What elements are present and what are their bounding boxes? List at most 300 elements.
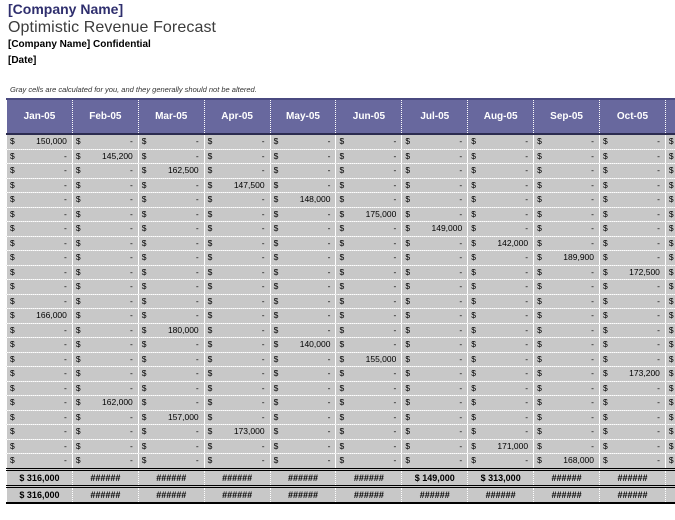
revenue-cell[interactable] bbox=[336, 454, 402, 470]
revenue-cell[interactable] bbox=[600, 352, 666, 367]
currency-symbol: $ bbox=[668, 324, 674, 335]
revenue-cell[interactable] bbox=[72, 164, 138, 179]
revenue-cell[interactable] bbox=[336, 352, 402, 367]
revenue-cell[interactable] bbox=[138, 280, 204, 295]
revenue-cell[interactable] bbox=[7, 207, 73, 222]
revenue-cell[interactable] bbox=[468, 294, 534, 309]
total-cell[interactable]: ###### bbox=[138, 469, 204, 486]
revenue-cell[interactable] bbox=[7, 265, 73, 280]
month-header[interactable]: Jul-05 bbox=[402, 99, 468, 134]
revenue-cell[interactable] bbox=[138, 265, 204, 280]
revenue-value: - bbox=[327, 397, 331, 407]
revenue-cell[interactable] bbox=[138, 454, 204, 470]
month-header[interactable]: Jan-05 bbox=[7, 99, 73, 134]
revenue-cell[interactable] bbox=[72, 410, 138, 425]
revenue-cell[interactable] bbox=[270, 164, 336, 179]
revenue-cell[interactable] bbox=[534, 367, 600, 382]
revenue-cell[interactable] bbox=[534, 134, 600, 149]
total-cell[interactable]: ###### bbox=[402, 486, 468, 503]
total-cell[interactable]: ###### bbox=[204, 469, 270, 486]
revenue-cell[interactable] bbox=[138, 294, 204, 309]
revenue-cell[interactable] bbox=[402, 425, 468, 440]
revenue-cell[interactable] bbox=[138, 352, 204, 367]
revenue-cell[interactable] bbox=[204, 236, 270, 251]
revenue-cell[interactable] bbox=[204, 410, 270, 425]
revenue-cell[interactable] bbox=[534, 439, 600, 454]
revenue-cell[interactable] bbox=[138, 367, 204, 382]
revenue-cell[interactable] bbox=[336, 207, 402, 222]
revenue-cell[interactable] bbox=[468, 367, 534, 382]
grand-totals-row bbox=[7, 486, 675, 503]
revenue-cell[interactable] bbox=[468, 207, 534, 222]
currency-symbol: $ bbox=[537, 136, 542, 146]
total-cell[interactable]: ###### bbox=[72, 486, 138, 503]
revenue-cell[interactable] bbox=[204, 193, 270, 208]
revenue-cell[interactable] bbox=[138, 178, 204, 193]
revenue-cell[interactable] bbox=[204, 134, 270, 149]
revenue-cell[interactable] bbox=[402, 251, 468, 266]
revenue-cell[interactable] bbox=[270, 236, 336, 251]
revenue-cell[interactable] bbox=[534, 149, 600, 164]
revenue-cell[interactable] bbox=[270, 265, 336, 280]
revenue-cell[interactable] bbox=[270, 352, 336, 367]
revenue-cell[interactable] bbox=[534, 323, 600, 338]
revenue-cell[interactable] bbox=[72, 178, 138, 193]
revenue-cell[interactable] bbox=[7, 367, 73, 382]
revenue-cell[interactable] bbox=[270, 207, 336, 222]
revenue-cell[interactable] bbox=[468, 193, 534, 208]
revenue-cell[interactable] bbox=[534, 236, 600, 251]
revenue-cell[interactable] bbox=[270, 381, 336, 396]
total-cell[interactable]: $ 316,000 bbox=[7, 486, 73, 503]
revenue-cell[interactable] bbox=[534, 454, 600, 470]
revenue-cell[interactable] bbox=[534, 222, 600, 237]
currency-symbol: $ bbox=[207, 136, 213, 146]
revenue-cell[interactable] bbox=[600, 454, 666, 470]
currency-symbol: $ bbox=[10, 252, 15, 262]
currency-symbol: $ bbox=[405, 397, 411, 407]
revenue-cell[interactable] bbox=[336, 280, 402, 295]
revenue-cell[interactable] bbox=[72, 207, 138, 222]
revenue-cell[interactable] bbox=[204, 207, 270, 222]
revenue-value: - bbox=[327, 368, 331, 378]
revenue-cell[interactable] bbox=[7, 280, 73, 295]
revenue-cell[interactable] bbox=[204, 309, 270, 324]
revenue-cell[interactable] bbox=[204, 280, 270, 295]
revenue-cell[interactable] bbox=[72, 294, 138, 309]
revenue-cell[interactable] bbox=[402, 410, 468, 425]
total-cell[interactable]: ###### bbox=[336, 469, 402, 486]
revenue-cell[interactable] bbox=[270, 280, 336, 295]
revenue-cell[interactable] bbox=[138, 236, 204, 251]
currency-symbol: $ bbox=[405, 339, 411, 349]
revenue-cell[interactable] bbox=[270, 149, 336, 164]
revenue-cell[interactable] bbox=[402, 236, 468, 251]
revenue-value: - bbox=[327, 136, 331, 146]
revenue-cell[interactable] bbox=[468, 309, 534, 324]
revenue-cell[interactable] bbox=[72, 381, 138, 396]
revenue-cell[interactable] bbox=[534, 251, 600, 266]
revenue-cell[interactable] bbox=[534, 164, 600, 179]
revenue-cell[interactable] bbox=[138, 323, 204, 338]
revenue-cell[interactable] bbox=[7, 178, 73, 193]
currency-symbol: $ bbox=[603, 252, 608, 262]
revenue-cell[interactable] bbox=[336, 323, 402, 338]
revenue-cell[interactable] bbox=[468, 381, 534, 396]
revenue-cell[interactable] bbox=[204, 222, 270, 237]
revenue-cell[interactable] bbox=[336, 222, 402, 237]
revenue-cell[interactable] bbox=[336, 178, 402, 193]
revenue-cell[interactable] bbox=[534, 381, 600, 396]
month-header[interactable]: Aug-05 bbox=[468, 99, 534, 134]
revenue-cell[interactable] bbox=[7, 323, 73, 338]
revenue-cell[interactable] bbox=[336, 439, 402, 454]
revenue-cell[interactable] bbox=[7, 294, 73, 309]
revenue-value: 166,000 bbox=[36, 310, 67, 320]
total-cell[interactable]: $ 313,000 bbox=[468, 469, 534, 486]
revenue-cell[interactable] bbox=[336, 367, 402, 382]
revenue-cell[interactable] bbox=[7, 338, 73, 353]
revenue-cell[interactable] bbox=[270, 439, 336, 454]
revenue-cell[interactable] bbox=[402, 309, 468, 324]
revenue-cell[interactable] bbox=[7, 134, 73, 149]
revenue-cell[interactable] bbox=[204, 164, 270, 179]
revenue-cell[interactable] bbox=[138, 207, 204, 222]
revenue-cell[interactable] bbox=[402, 323, 468, 338]
revenue-cell[interactable] bbox=[204, 265, 270, 280]
revenue-value: - bbox=[657, 208, 660, 219]
revenue-cell[interactable] bbox=[600, 178, 666, 193]
revenue-cell[interactable] bbox=[402, 381, 468, 396]
revenue-cell[interactable] bbox=[468, 338, 534, 353]
month-header[interactable]: Sep-05 bbox=[534, 99, 600, 134]
revenue-value: - bbox=[327, 179, 331, 190]
revenue-cell[interactable] bbox=[600, 294, 666, 309]
revenue-cell[interactable] bbox=[138, 439, 204, 454]
total-cell[interactable]: ###### bbox=[270, 469, 336, 486]
revenue-cell[interactable] bbox=[270, 193, 336, 208]
revenue-cell[interactable] bbox=[7, 236, 73, 251]
revenue-cell[interactable] bbox=[402, 149, 468, 164]
total-cell[interactable]: ###### bbox=[138, 486, 204, 503]
revenue-cell[interactable] bbox=[468, 439, 534, 454]
month-header[interactable]: May-05 bbox=[270, 99, 336, 134]
revenue-cell[interactable] bbox=[600, 280, 666, 295]
revenue-cell[interactable] bbox=[402, 207, 468, 222]
currency-symbol: $ bbox=[668, 223, 674, 233]
revenue-cell[interactable] bbox=[402, 439, 468, 454]
total-cell[interactable]: $ 149,000 bbox=[402, 469, 468, 486]
revenue-value: - bbox=[393, 223, 397, 233]
revenue-cell[interactable] bbox=[72, 265, 138, 280]
revenue-value: 180,000 bbox=[167, 324, 199, 335]
revenue-cell[interactable] bbox=[402, 164, 468, 179]
revenue-cell[interactable] bbox=[138, 396, 204, 411]
revenue-cell[interactable] bbox=[534, 396, 600, 411]
revenue-cell[interactable] bbox=[336, 134, 402, 149]
revenue-cell[interactable] bbox=[600, 236, 666, 251]
revenue-cell[interactable] bbox=[7, 164, 73, 179]
total-cell[interactable]: ###### bbox=[468, 486, 534, 503]
revenue-cell[interactable] bbox=[72, 425, 138, 440]
currency-symbol: $ bbox=[75, 208, 81, 219]
revenue-cell[interactable] bbox=[138, 193, 204, 208]
revenue-cell[interactable] bbox=[270, 338, 336, 353]
revenue-cell[interactable] bbox=[336, 294, 402, 309]
revenue-cell[interactable] bbox=[270, 425, 336, 440]
revenue-cell[interactable] bbox=[534, 280, 600, 295]
revenue-cell[interactable] bbox=[402, 338, 468, 353]
currency-symbol: $ bbox=[471, 411, 476, 422]
revenue-cell[interactable] bbox=[468, 164, 534, 179]
revenue-cell[interactable] bbox=[270, 222, 336, 237]
revenue-cell[interactable] bbox=[270, 323, 336, 338]
revenue-cell[interactable] bbox=[468, 149, 534, 164]
total-cell[interactable]: ###### bbox=[534, 469, 600, 486]
month-header[interactable]: Oct-05 bbox=[600, 99, 666, 134]
revenue-cell[interactable] bbox=[600, 367, 666, 382]
total-cell[interactable]: $ 316,000 bbox=[7, 469, 73, 486]
revenue-cell[interactable] bbox=[270, 396, 336, 411]
revenue-cell[interactable] bbox=[72, 236, 138, 251]
revenue-cell[interactable] bbox=[7, 251, 73, 266]
revenue-cell[interactable] bbox=[336, 149, 402, 164]
revenue-cell[interactable] bbox=[7, 309, 73, 324]
revenue-cell[interactable] bbox=[138, 251, 204, 266]
revenue-cell[interactable] bbox=[138, 338, 204, 353]
revenue-cell[interactable] bbox=[204, 149, 270, 164]
revenue-cell[interactable] bbox=[72, 352, 138, 367]
revenue-cell[interactable] bbox=[534, 352, 600, 367]
currency-symbol: $ bbox=[75, 324, 81, 335]
currency-symbol: $ bbox=[339, 179, 345, 190]
revenue-cell[interactable] bbox=[72, 149, 138, 164]
revenue-cell[interactable] bbox=[72, 309, 138, 324]
revenue-cell[interactable] bbox=[336, 425, 402, 440]
revenue-cell[interactable] bbox=[204, 439, 270, 454]
revenue-cell[interactable] bbox=[402, 294, 468, 309]
revenue-cell[interactable] bbox=[72, 323, 138, 338]
revenue-cell[interactable] bbox=[7, 439, 73, 454]
currency-symbol: $ bbox=[405, 411, 411, 422]
revenue-cell[interactable] bbox=[138, 381, 204, 396]
revenue-cell[interactable] bbox=[468, 236, 534, 251]
currency-symbol: $ bbox=[141, 237, 147, 248]
revenue-cell[interactable] bbox=[204, 352, 270, 367]
revenue-cell[interactable] bbox=[72, 222, 138, 237]
revenue-cell[interactable] bbox=[468, 352, 534, 367]
revenue-cell[interactable] bbox=[468, 251, 534, 266]
revenue-cell[interactable] bbox=[336, 164, 402, 179]
revenue-cell[interactable] bbox=[402, 178, 468, 193]
revenue-cell[interactable] bbox=[204, 251, 270, 266]
revenue-cell[interactable] bbox=[72, 280, 138, 295]
revenue-cell[interactable] bbox=[534, 309, 600, 324]
total-cell[interactable]: ###### bbox=[204, 486, 270, 503]
revenue-cell[interactable] bbox=[72, 439, 138, 454]
revenue-cell[interactable] bbox=[534, 193, 600, 208]
revenue-cell[interactable] bbox=[600, 381, 666, 396]
revenue-cell[interactable] bbox=[468, 265, 534, 280]
revenue-cell[interactable] bbox=[468, 178, 534, 193]
revenue-cell[interactable] bbox=[336, 193, 402, 208]
revenue-cell[interactable] bbox=[600, 396, 666, 411]
revenue-cell[interactable] bbox=[72, 134, 138, 149]
revenue-cell[interactable] bbox=[402, 222, 468, 237]
currency-symbol: $ bbox=[668, 136, 674, 146]
revenue-value: - bbox=[64, 150, 67, 161]
revenue-cell[interactable] bbox=[7, 425, 73, 440]
revenue-cell[interactable] bbox=[204, 178, 270, 193]
revenue-cell[interactable] bbox=[72, 367, 138, 382]
month-header[interactable]: Apr-05 bbox=[204, 99, 270, 134]
revenue-cell[interactable] bbox=[600, 265, 666, 280]
revenue-value: - bbox=[195, 382, 199, 393]
revenue-value: - bbox=[393, 150, 397, 161]
revenue-cell[interactable] bbox=[600, 207, 666, 222]
revenue-cell[interactable] bbox=[336, 338, 402, 353]
revenue-value: - bbox=[261, 194, 265, 204]
revenue-cell[interactable] bbox=[402, 280, 468, 295]
currency-symbol: $ bbox=[471, 223, 476, 233]
revenue-cell[interactable] bbox=[468, 280, 534, 295]
revenue-cell[interactable] bbox=[336, 396, 402, 411]
revenue-value: - bbox=[657, 310, 660, 320]
currency-symbol: $ bbox=[668, 194, 674, 204]
revenue-cell[interactable] bbox=[600, 309, 666, 324]
revenue-cell[interactable] bbox=[72, 396, 138, 411]
revenue-cell[interactable] bbox=[270, 294, 336, 309]
total-cell[interactable]: ###### bbox=[270, 486, 336, 503]
revenue-cell[interactable] bbox=[138, 134, 204, 149]
revenue-cell[interactable] bbox=[468, 396, 534, 411]
revenue-cell[interactable] bbox=[270, 454, 336, 470]
revenue-cell[interactable] bbox=[534, 410, 600, 425]
revenue-cell[interactable] bbox=[600, 439, 666, 454]
revenue-cell[interactable] bbox=[402, 134, 468, 149]
currency-symbol: $ bbox=[339, 266, 345, 277]
revenue-cell[interactable] bbox=[138, 222, 204, 237]
total-cell[interactable]: ###### bbox=[534, 486, 600, 503]
revenue-cell[interactable] bbox=[534, 178, 600, 193]
revenue-cell[interactable] bbox=[600, 149, 666, 164]
revenue-cell[interactable] bbox=[402, 367, 468, 382]
revenue-cell[interactable] bbox=[138, 149, 204, 164]
total-cell[interactable]: ###### bbox=[600, 486, 666, 503]
revenue-cell[interactable] bbox=[600, 134, 666, 149]
revenue-cell[interactable] bbox=[336, 265, 402, 280]
revenue-cell[interactable] bbox=[402, 454, 468, 470]
revenue-cell[interactable] bbox=[336, 410, 402, 425]
revenue-cell[interactable] bbox=[534, 338, 600, 353]
revenue-cell[interactable] bbox=[270, 309, 336, 324]
revenue-cell[interactable] bbox=[534, 265, 600, 280]
revenue-cell[interactable] bbox=[468, 410, 534, 425]
revenue-cell[interactable] bbox=[138, 410, 204, 425]
currency-symbol: $ bbox=[75, 266, 81, 277]
revenue-cell[interactable] bbox=[402, 396, 468, 411]
revenue-cell[interactable] bbox=[72, 193, 138, 208]
revenue-cell[interactable] bbox=[600, 338, 666, 353]
revenue-cell[interactable] bbox=[7, 410, 73, 425]
revenue-cell[interactable] bbox=[468, 222, 534, 237]
revenue-cell[interactable] bbox=[600, 425, 666, 440]
revenue-cell[interactable] bbox=[402, 352, 468, 367]
revenue-cell[interactable] bbox=[204, 425, 270, 440]
revenue-cell[interactable] bbox=[7, 193, 73, 208]
revenue-cell[interactable] bbox=[468, 454, 534, 470]
revenue-value: - bbox=[261, 397, 265, 407]
month-header[interactable]: Jun-05 bbox=[336, 99, 402, 134]
currency-symbol: $ bbox=[339, 150, 345, 161]
revenue-cell[interactable] bbox=[336, 381, 402, 396]
revenue-cell[interactable] bbox=[7, 454, 73, 470]
revenue-value: - bbox=[459, 368, 463, 378]
revenue-cell[interactable] bbox=[336, 236, 402, 251]
currency-symbol: $ bbox=[141, 295, 147, 306]
revenue-cell[interactable] bbox=[138, 164, 204, 179]
revenue-cell[interactable] bbox=[534, 425, 600, 440]
revenue-cell[interactable] bbox=[204, 381, 270, 396]
total-cell[interactable]: ###### bbox=[72, 469, 138, 486]
revenue-cell[interactable] bbox=[204, 367, 270, 382]
revenue-cell[interactable] bbox=[270, 367, 336, 382]
revenue-cell[interactable] bbox=[336, 251, 402, 266]
revenue-cell[interactable] bbox=[204, 396, 270, 411]
month-header[interactable]: Feb-05 bbox=[72, 99, 138, 134]
revenue-cell[interactable] bbox=[204, 454, 270, 470]
revenue-cell[interactable] bbox=[204, 294, 270, 309]
revenue-cell[interactable] bbox=[138, 425, 204, 440]
revenue-cell[interactable] bbox=[270, 251, 336, 266]
revenue-cell[interactable] bbox=[600, 410, 666, 425]
revenue-cell[interactable] bbox=[600, 251, 666, 266]
currency-symbol: $ bbox=[273, 368, 279, 378]
revenue-cell[interactable] bbox=[72, 454, 138, 470]
revenue-cell[interactable] bbox=[270, 410, 336, 425]
revenue-cell[interactable] bbox=[468, 323, 534, 338]
revenue-cell[interactable] bbox=[600, 222, 666, 237]
revenue-cell[interactable] bbox=[204, 338, 270, 353]
revenue-cell[interactable] bbox=[7, 222, 73, 237]
total-cell[interactable]: ###### bbox=[600, 469, 666, 486]
revenue-cell[interactable] bbox=[7, 149, 73, 164]
revenue-cell[interactable] bbox=[270, 134, 336, 149]
revenue-cell[interactable] bbox=[600, 323, 666, 338]
revenue-cell[interactable] bbox=[402, 265, 468, 280]
revenue-cell[interactable] bbox=[468, 134, 534, 149]
revenue-cell[interactable] bbox=[534, 207, 600, 222]
total-cell[interactable]: ###### bbox=[336, 486, 402, 503]
revenue-cell[interactable] bbox=[204, 323, 270, 338]
revenue-cell[interactable] bbox=[72, 251, 138, 266]
revenue-cell[interactable] bbox=[7, 352, 73, 367]
revenue-cell[interactable] bbox=[336, 309, 402, 324]
revenue-cell[interactable] bbox=[600, 193, 666, 208]
revenue-cell[interactable] bbox=[402, 193, 468, 208]
revenue-cell[interactable] bbox=[534, 294, 600, 309]
revenue-cell[interactable] bbox=[72, 338, 138, 353]
revenue-cell[interactable] bbox=[468, 425, 534, 440]
revenue-cell[interactable] bbox=[7, 396, 73, 411]
month-header[interactable]: Mar-05 bbox=[138, 99, 204, 134]
revenue-cell[interactable] bbox=[138, 309, 204, 324]
revenue-cell[interactable] bbox=[7, 381, 73, 396]
revenue-cell[interactable] bbox=[600, 164, 666, 179]
revenue-cell[interactable] bbox=[270, 178, 336, 193]
gray-cells-note: Gray cells are calculated for you, and they generally should not be altered. bbox=[10, 85, 257, 94]
currency-symbol: $ bbox=[273, 353, 279, 364]
